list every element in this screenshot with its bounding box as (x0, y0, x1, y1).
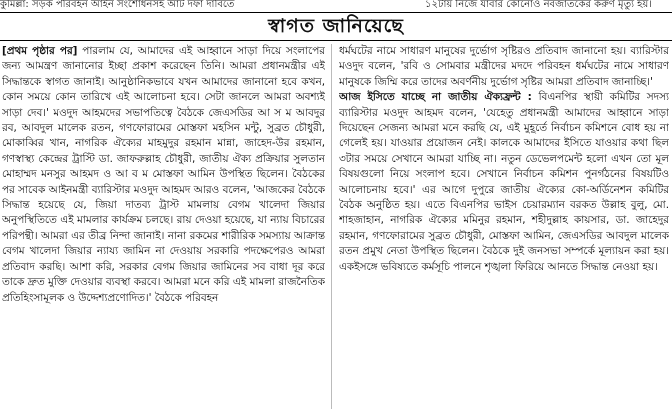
headline-rule (0, 40, 672, 41)
top-strip-right: ১২টায় নিজে যাবার কোনোও নবজাতকের করুণ মৃত্যু হয়। (425, 0, 652, 10)
left-body: পারলাম যে, আমাদের এই আহ্বানে সাড়া দিয়ে সংলাপের জন্য আমন্ত্রণ জানানোর ইচ্ছা প্রকাশ করেছেন তিনি। আমরা প্রধানমন্ত্রীর এই সিদ্ধান্তকে স্বাগত জানাই। আনুষ্ঠানিকভাবে যখন আমাদের জানানো হবে কখন, কোন সময়ে কোন তারিখে এই আলোচনা হবে। সেটা জানলে আমরা অবশ্যই সাড়া দেব।' মওদুদ আহমদের সভাপতিত্বে বৈঠকে জেএসডির আ স ম আবদুর রব, আবদুল মালেক রতন, গণফোরামের মোস্তফা মহসিন মন্টু, সুব্রত চৌধুরী, মোকাব্বির খান, নাগরিক ঐক্যের মাহমুদুর রহমান মান্না, জাহেদ-উর রহমান, গণস্বাস্থ্য কেন্দ্রের ট্রাস্টি ডা. জাফরুল্লাহ চৌধুরী, জাতীয় ঐক্য প্রক্রিয়ার সুলতান মোহাম্মদ মনসুর আহমদ ও আ ব ম মোস্তফা আমিন উপস্থিত ছিলেন। বৈঠকের পর সাবেক আইনমন্ত্রী ব্যারিস্টার মওদুদ আহমদ আরও বলেন, 'আজকের বৈঠকে সিদ্ধান্ত হয়েছে যে, জিয়া দাতব্য ট্রাস্ট মামলায় বেগম খালেদা জিয়ার অনুপস্থিতিতে এই মামলার কার্যক্রম চলছে। রায় দেওয়া হয়েছে, যা ন্যায় বিচারের পরিপন্থী। আমরা এর তীব্র নিন্দা জানাই। নানা রকমের শারীরিক সমস্যায় আক্রান্ত বেগম খালেদা জিয়ার ন্যায্য জামিন না দেওয়ায় সরকারি পদক্ষেপেরও আমরা প্রতিবাদ করছি। আশা করি, সরকার বেগম জিয়ার জামিনের সব বাধা দূর করে তাকে দ্রুত মুক্তি দেওয়ার ব্যবস্থা করবে। আমরা মনে করি এই মামলা রাজনৈতিক প্রতিহিংসামূলক ও উদ্দেশ্যপ্রণোদিত।' বৈঠকে পরিবহন (2, 45, 325, 304)
column-divider (331, 44, 332, 409)
right-paragraph-2 (339, 90, 669, 275)
right-column (339, 44, 669, 409)
right-body: বিএনপির স্থায়ী কমিটির সদস্য ব্যারিস্টার মওদুদ আহমদ বলেন, 'যেহেতু প্রধানমন্ত্রী আমাদের আহ্বানে সাড়া দিয়েছেন সেজন্য আমরা মনে করছি যে, এই মুহূর্তে নির্বাচন কমিশনে বোধ হয় না গেলেই হয়। যাওয়ার প্রয়োজন নেই। কালকে আমাদের ইসিতে যাওয়ার কথা ছিল ৩টার সময়ে সেখানে আমরা যাচ্ছি না। নতুন ডেভেলপমেন্ট হলো এখন তো মূল বিষয়গুলো নিয়ে সংলাপ হবে। সেখানে নির্বাচন কমিশন পুনর্গঠনের বিষয়টিও আলোচনায় হবে।' এর আগে দুপুরে জাতীয় ঐক্যের কো-অর্ডিনেশন কমিটির বৈঠক অনুষ্ঠিত হয়। এতে বিএনপির ভাইস চেয়ারম্যান বরকত উল্লাহ বুলু, মো. শাহজাহান, নাগরিক ঐক্যের মমিনুর রহমান, শহীদুল্লাহ কায়সার, ডা. জাহেদুর রহমান, গণফোরামের সুব্রত চৌধুরী, মোস্তফা আমিন, জেএসডির আবদুল মালেক রতন প্রমুখ নেতা উপস্থিত ছিলেন। বৈঠকে দুই জনসভা সম্পর্কে মূল্যায়ন করা হয়। একইসঙ্গে ভবিষ্যতে কর্মসূচি পালনে শৃঙ্খলা ফিরিয়ে আনতে সিদ্ধান্ত নেওয়া হয়। (339, 91, 669, 273)
top-strip-left: কুমিল্লা: সড়ক পরিবহন আইন সংশোধনসহ আট দফা দাবিতে (0, 0, 235, 10)
right-paragraph-1: ধর্মঘটের নামে সাধারণ মানুষের দুর্ভোগ সৃষ্টিরও প্রতিবাদ জানানো হয়। ব্যারিস্টার মওদুদ বলেন, 'রবি ও সোমবার মন্ত্রীদের মদদে পরিবহন ধর্মঘটের নামে সাধারণ মানুষকে জিম্মি করে তাদের অবর্ণনীয় দুর্ভোগ সৃষ্টির আমরা প্রতিবাদ জানাচ্ছি।' (339, 45, 669, 88)
headline: স্বাগত জানিয়েছে (268, 15, 404, 37)
subheading: আজ ইসিতে যাচ্ছে না জাতীয় ঐক্যফ্রন্ট : (339, 91, 532, 104)
left-column (2, 44, 325, 409)
top-strip (0, 0, 672, 12)
left-paragraph (2, 44, 325, 306)
top-rule (0, 12, 672, 13)
continuation-tag: [প্রথম পৃষ্ঠার পর] (2, 45, 78, 57)
